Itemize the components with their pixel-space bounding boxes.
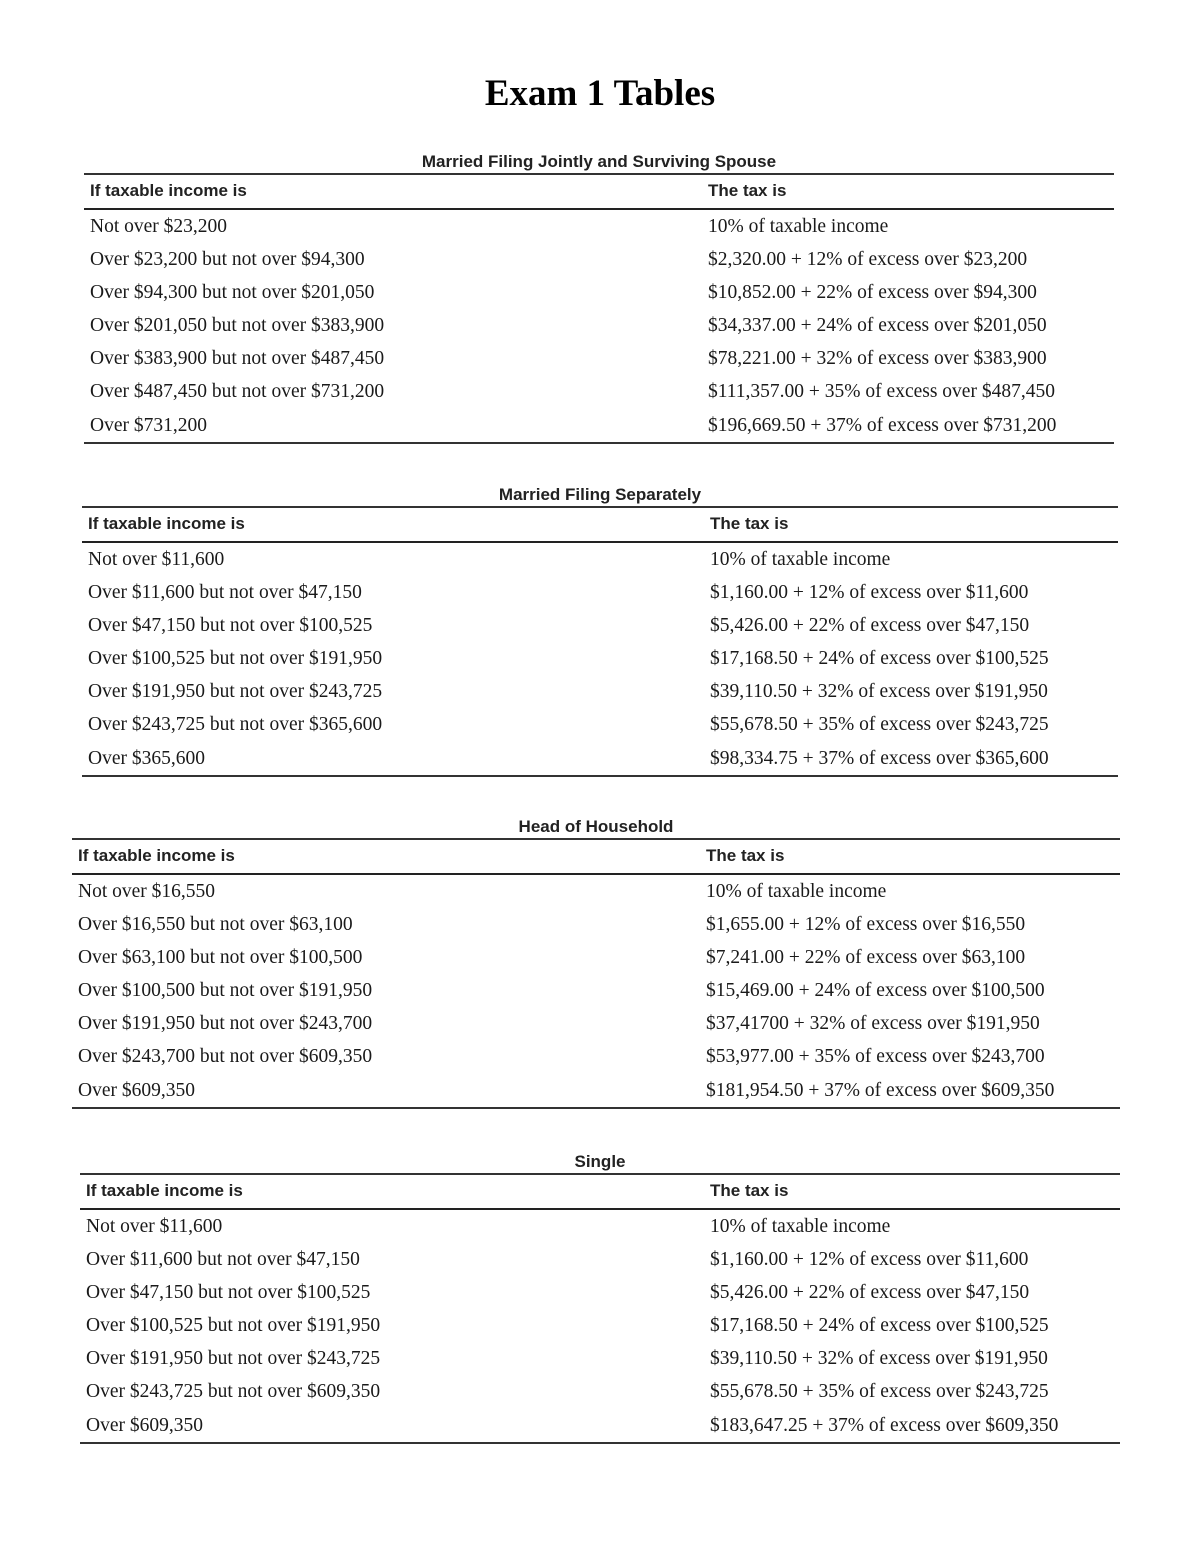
tax-cell: $2,320.00 + 12% of excess over $23,200 <box>708 249 1028 271</box>
tax-cell: $15,469.00 + 24% of excess over $100,500 <box>706 980 1045 1002</box>
income-cell: Over $11,600 but not over $47,150 <box>88 582 362 604</box>
tax-cell: $1,160.00 + 12% of excess over $11,600 <box>710 1249 1029 1271</box>
income-cell: Over $191,950 but not over $243,700 <box>78 1013 373 1035</box>
table-row <box>84 276 1114 309</box>
tax-cell: $39,110.50 + 32% of excess over $191,950 <box>710 1348 1048 1370</box>
tax-column-header: The tax is <box>706 846 785 865</box>
table-married-filing-jointly <box>84 151 1114 444</box>
income-cell: Not over $23,200 <box>90 216 228 237</box>
table-row <box>82 642 1118 675</box>
table-row <box>84 375 1114 408</box>
tax-cell: $1,655.00 + 12% of excess over $16,550 <box>706 914 1026 936</box>
table-header <box>82 506 1118 543</box>
page-title: Exam 1 Tables <box>484 73 716 114</box>
table-row <box>84 409 1114 442</box>
income-cell: Over $100,525 but not over $191,950 <box>88 648 383 670</box>
table-row <box>84 342 1114 375</box>
table-row <box>80 1409 1120 1442</box>
table-row <box>72 875 1120 908</box>
income-cell: Over $191,950 but not over $243,725 <box>88 681 383 703</box>
tax-cell: 10% of taxable income <box>706 881 887 902</box>
table-married-filing-separately <box>82 484 1118 777</box>
tax-cell: $55,678.50 + 35% of excess over $243,725 <box>710 1381 1049 1403</box>
income-cell: Over $383,900 but not over $487,450 <box>90 348 385 370</box>
table-row <box>72 1040 1120 1073</box>
tax-cell: $78,221.00 + 32% of excess over $383,900 <box>708 348 1047 370</box>
table-row <box>82 576 1118 609</box>
table-row <box>72 1007 1120 1040</box>
income-cell: Not over $11,600 <box>86 1216 223 1237</box>
tax-cell: $7,241.00 + 22% of excess over $63,100 <box>706 947 1026 969</box>
tax-cell: $17,168.50 + 24% of excess over $100,525 <box>710 648 1049 670</box>
tax-cell: 10% of taxable income <box>708 216 889 237</box>
income-cell: Over $609,350 <box>86 1414 203 1436</box>
income-cell: Over $100,500 but not over $191,950 <box>78 980 373 1002</box>
tax-cell: $53,977.00 + 35% of excess over $243,700 <box>706 1046 1045 1068</box>
table-row <box>72 1074 1120 1107</box>
income-cell: Over $731,200 <box>90 414 207 436</box>
income-cell: Over $243,700 but not over $609,350 <box>78 1046 373 1068</box>
table-head-of-household <box>72 816 1120 1109</box>
table-row <box>80 1210 1120 1243</box>
table-row <box>80 1276 1120 1309</box>
table-row <box>82 543 1118 576</box>
table-title: Head of Household <box>518 817 674 836</box>
table-row <box>72 908 1120 941</box>
tax-cell: $5,426.00 + 22% of excess over $47,150 <box>710 615 1030 637</box>
income-cell: Over $11,600 but not over $47,150 <box>86 1249 360 1271</box>
tax-cell: $183,647.25 + 37% of excess over $609,350 <box>710 1414 1059 1436</box>
table-row <box>84 210 1114 243</box>
income-cell: Over $243,725 but not over $365,600 <box>88 714 383 736</box>
table-row <box>82 708 1118 741</box>
tax-cell: 10% of taxable income <box>710 1216 891 1237</box>
tax-cell: $5,426.00 + 22% of excess over $47,150 <box>710 1282 1030 1304</box>
tax-cell: $1,160.00 + 12% of excess over $11,600 <box>710 582 1029 604</box>
income-cell: Over $63,100 but not over $100,500 <box>78 947 363 969</box>
income-cell: Over $100,525 but not over $191,950 <box>86 1315 381 1337</box>
tax-cell: $55,678.50 + 35% of excess over $243,725 <box>710 714 1049 736</box>
table-row <box>80 1375 1120 1408</box>
table-row <box>72 974 1120 1007</box>
income-cell: Over $609,350 <box>78 1079 195 1101</box>
table-row <box>80 1309 1120 1342</box>
income-cell: Over $365,600 <box>88 747 205 769</box>
table-title: Single <box>574 1152 626 1171</box>
income-cell: Over $94,300 but not over $201,050 <box>90 282 375 304</box>
tax-column-header: The tax is <box>710 1181 789 1200</box>
table-title: Married Filing Jointly and Surviving Spouse <box>421 152 777 171</box>
table-row <box>82 609 1118 642</box>
income-cell: Over $243,725 but not over $609,350 <box>86 1381 381 1403</box>
income-column-header: If taxable income is <box>90 181 247 200</box>
income-cell: Over $16,550 but not over $63,100 <box>78 914 353 936</box>
income-cell: Over $201,050 but not over $383,900 <box>90 315 385 337</box>
tax-column-header: The tax is <box>710 514 789 533</box>
table-row <box>84 243 1114 276</box>
tax-cell: 10% of taxable income <box>710 549 891 570</box>
tax-cell: $181,954.50 + 37% of excess over $609,350 <box>706 1079 1055 1101</box>
table-row <box>80 1243 1120 1276</box>
tax-cell: $10,852.00 + 22% of excess over $94,300 <box>708 282 1037 304</box>
table-header <box>72 838 1120 875</box>
income-cell: Not over $16,550 <box>78 881 216 902</box>
table-title: Married Filing Separately <box>498 485 702 504</box>
table-row <box>80 1342 1120 1375</box>
income-column-header: If taxable income is <box>88 514 245 533</box>
tax-cell: $111,357.00 + 35% of excess over $487,450 <box>708 381 1055 403</box>
tax-cell: $196,669.50 + 37% of excess over $731,200 <box>708 414 1057 436</box>
income-column-header: If taxable income is <box>78 846 235 865</box>
table-row <box>82 675 1118 708</box>
income-column-header: If taxable income is <box>86 1181 243 1200</box>
income-cell: Over $191,950 but not over $243,725 <box>86 1348 381 1370</box>
income-cell: Not over $11,600 <box>88 549 225 570</box>
tax-cell: $17,168.50 + 24% of excess over $100,525 <box>710 1315 1049 1337</box>
table-row <box>84 309 1114 342</box>
table-row <box>82 742 1118 775</box>
table-header <box>84 173 1114 210</box>
income-cell: Over $487,450 but not over $731,200 <box>90 381 385 403</box>
income-cell: Over $47,150 but not over $100,525 <box>86 1282 371 1304</box>
income-cell: Over $47,150 but not over $100,525 <box>88 615 373 637</box>
tax-column-header: The tax is <box>708 181 787 200</box>
table-row <box>72 941 1120 974</box>
table-header <box>80 1173 1120 1210</box>
tax-cell: $34,337.00 + 24% of excess over $201,050 <box>708 315 1047 337</box>
tax-cell: $37,41700 + 32% of excess over $191,950 <box>706 1013 1040 1035</box>
table-single <box>80 1151 1120 1444</box>
tax-cell: $98,334.75 + 37% of excess over $365,600 <box>710 747 1049 769</box>
income-cell: Over $23,200 but not over $94,300 <box>90 249 365 271</box>
tax-cell: $39,110.50 + 32% of excess over $191,950 <box>710 681 1048 703</box>
